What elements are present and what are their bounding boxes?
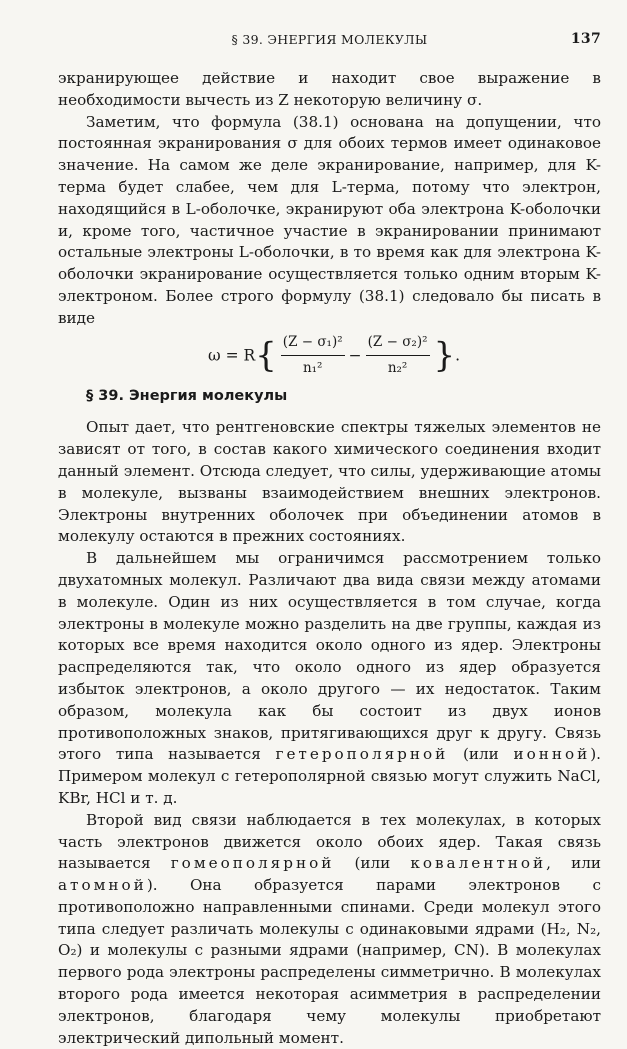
text-run: Второй вид связи наблюдается в тех молекулах, в которых часть электронов движется около обоих ядер. Такая связь называется: [58, 810, 601, 873]
numerator: (Z − σ₁)²: [281, 332, 345, 357]
numerator: (Z − σ₂)²: [366, 332, 430, 357]
spaced-term: ионной: [513, 745, 591, 764]
spaced-term: гетерополярной: [275, 745, 449, 764]
formula-38-1-refined: [58, 330, 601, 380]
text-run: В дальнейшем мы ограничимся рассмотрением только двухатомных молекул. Различают два вида связи между атомами в молекуле. Один из них осуществляется в том случае, когда электроны в молекуле можно разделить на две группы, каждая из которых все время находится около одного из ядер. Электроны распределяются так, что около одного из ядер образуется избыток электронов, а около другого — их недостаток. Таким образом, молекула как бы состоит из двух ионов противоположных знаков, притягивающихся друг к другу. Связь этого типа называется: [58, 549, 601, 764]
page-body: [58, 68, 601, 1049]
spaced-term: атомной: [58, 876, 147, 895]
text-run: , или: [546, 854, 601, 873]
spaced-term: ковалентной: [410, 854, 547, 873]
paragraph: [58, 548, 601, 810]
minus-sign: −: [348, 345, 362, 364]
text-run: (или: [448, 745, 514, 764]
spaced-term: гомеополярной: [170, 854, 335, 873]
page-number: 137: [570, 31, 601, 47]
text-run: ). Примером молекул с гетерополярной связью могут служить NaCl, KBr, HCl и т. д.: [58, 745, 601, 807]
text-run: ). Она образуется парами электронов с противоположно направленными спинами. Среди молекул этого типа следует различать молекулы с одинаковыми ядрами (H₂, N₂, O₂) и молекулы с разными ядрами (например, CN). В молекулах первого рода электроны распределены симметрично. В молекулах второго рода имеется некоторая асимметрия в распределении электронов, благодаря чему молекулы приобретают электрический дипольный момент.: [58, 876, 601, 1047]
right-brace: }: [433, 334, 456, 375]
fraction: [366, 332, 430, 381]
denominator: n₂²: [387, 360, 408, 377]
fraction: [281, 332, 345, 381]
denominator: n₁²: [302, 360, 323, 377]
running-title: § 39. ЭНЕРГИЯ МОЛЕКУЛЫ: [231, 32, 428, 47]
text-run: (или: [334, 854, 411, 873]
section-title: § 39. Энергия молекулы: [86, 387, 288, 404]
formula-end: .: [455, 345, 461, 364]
running-header: [58, 32, 601, 52]
paragraph: экранирующее действие и находит свое выражение в необходимости вычесть из Z некоторую величину σ.: [58, 69, 601, 109]
paragraph: [58, 810, 601, 1049]
left-brace: {: [255, 334, 277, 375]
paragraph: Опыт дает, что рентгеновские спектры тяжелых элементов не зависят от того, в состав какого химического соединения входит данный элемент. Отсюда следует, что силы, удерживающие атомы в молекуле, вызваны взаимодействием внешних электронов. Электроны внутренних оболочек при объединении атомов в молекулу остаются в прежних состояниях.: [58, 418, 602, 546]
formula-lhs: ω = R: [208, 345, 256, 364]
paragraph: Заметим, что формула (38.1) основана на допущении, что постоянная экранирования σ для обоих термов имеет одинаковое значение. На самом же деле экранирование, например, для K-терма будет слабее, чем для L-терма, потому что электрон, находящийся в L-оболочке, экранируют оба электрона K-оболочки и, кроме того, частичное участие в экранировании принимают остальные электроны L-оболочки, в то время как для электрона K-оболочки экранирование осуществляется только одним вторым K-электроном. Более строго формулу (38.1) следовало бы писать в виде: [58, 112, 601, 327]
